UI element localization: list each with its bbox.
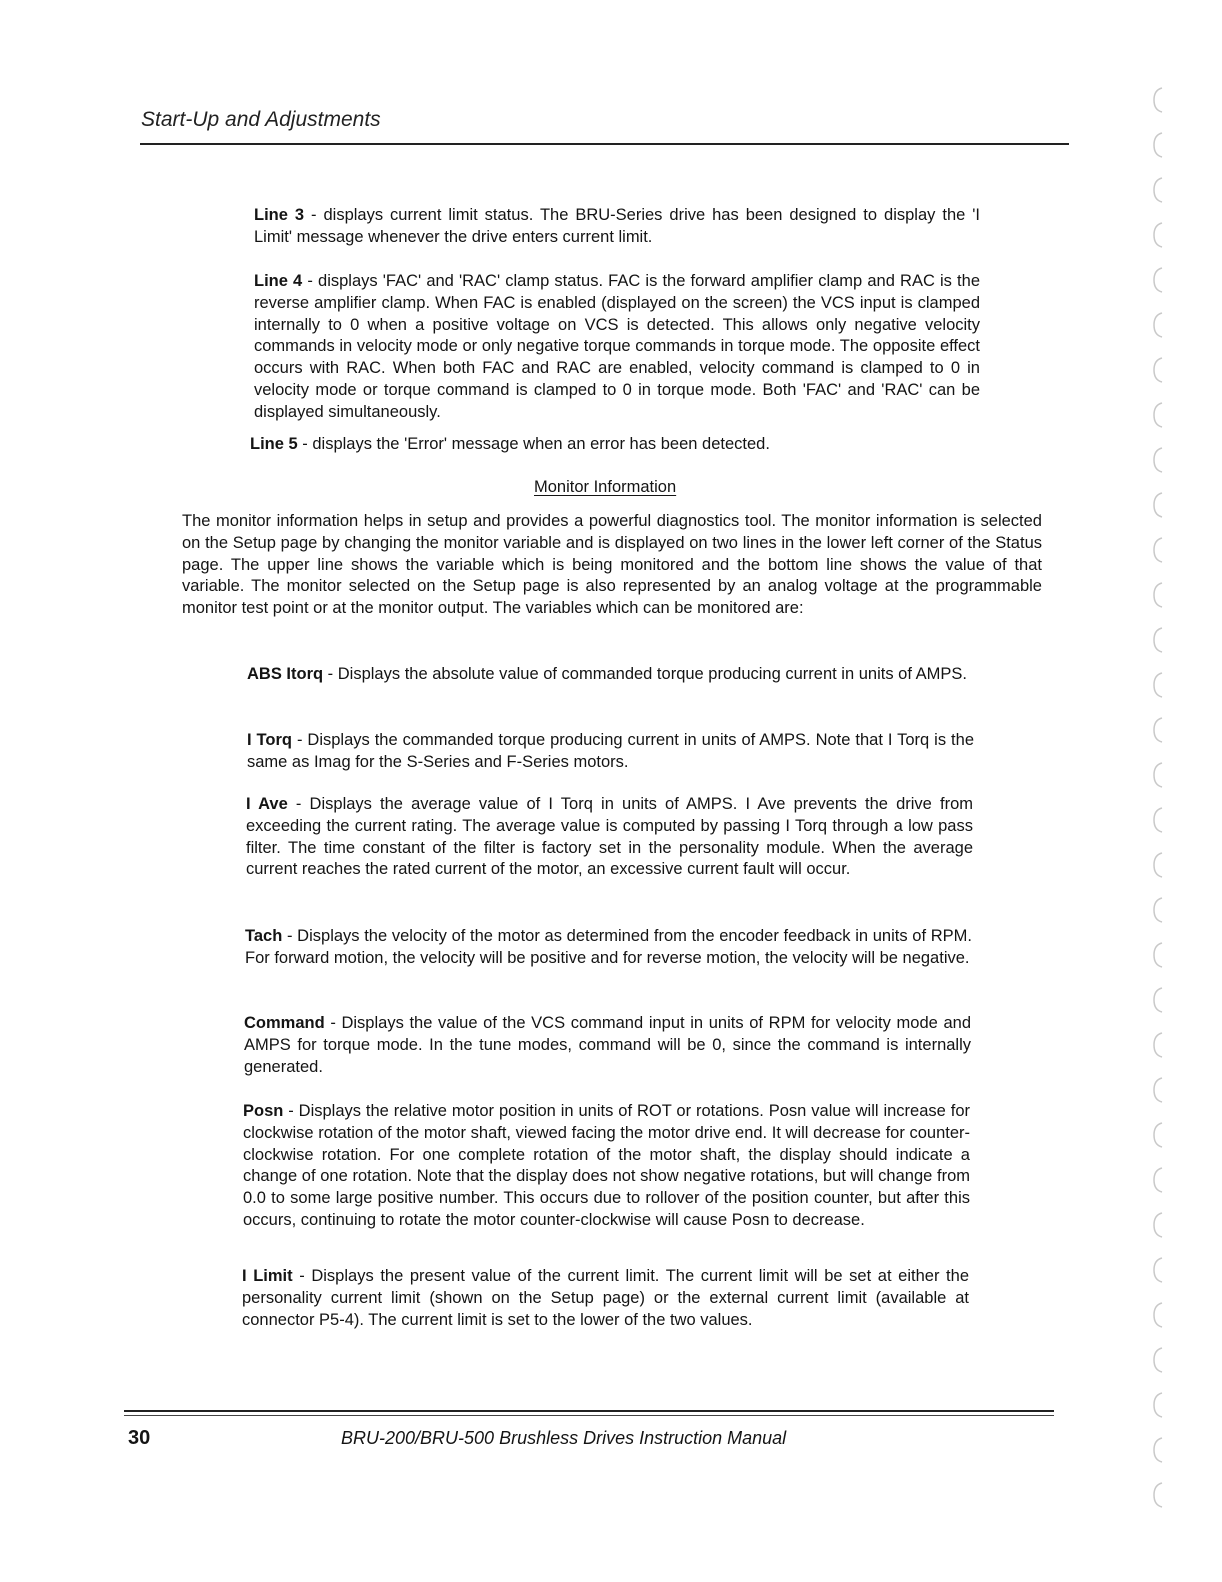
- line-3-paragraph: [254, 205, 980, 249]
- line-3-text: - displays current limit status. The BRU-Series drive has been designed to display the 'I Limit' message whenever the drive enters current limit.: [254, 206, 980, 246]
- binding-hole-mark: [1154, 1483, 1162, 1507]
- header-rule: [140, 143, 1069, 145]
- binding-hole-mark: [1154, 673, 1162, 697]
- monitor-item-label: ABS Itorq: [247, 665, 324, 683]
- binding-hole-mark: [1154, 628, 1162, 652]
- binding-hole-mark: [1154, 88, 1162, 112]
- monitor-item-posn: [243, 1101, 970, 1232]
- binding-hole-mark: [1154, 448, 1162, 472]
- binding-hole-mark: [1154, 1168, 1162, 1192]
- monitor-item-text: - Displays the commanded torque producing current in units of AMPS. Note that I Torq is the same as Imag for the S-Series and F-Series motors.: [247, 731, 974, 771]
- binding-hole-mark: [1154, 583, 1162, 607]
- binding-hole-mark: [1154, 178, 1162, 202]
- binding-hole-mark: [1154, 808, 1162, 832]
- footer-manual-title: BRU-200/BRU-500 Brushless Drives Instruction Manual: [341, 1428, 787, 1448]
- page-number: 30: [128, 1427, 151, 1449]
- binding-hole-mark: [1154, 1123, 1162, 1147]
- binding-hole-mark: [1154, 133, 1162, 157]
- binding-holes: [1140, 80, 1180, 1560]
- monitor-item-label: Posn: [243, 1102, 284, 1120]
- monitor-item-text: - Displays the relative motor position in units of ROT or rotations. Posn value will increase for clockwise rotation of the motor shaft, viewed facing the motor drive end. It will decrease for counter-clockwise rotation. For one complete rotation of the motor shaft, the display should indicate a change of one rotation. Note that the display does not show negative rotations, but will change from 0.0 to some large positive number. This occurs due to rollover of the position counter, but after this occurs, continuing to rotate the motor counter-clockwise will cause Posn to decrease.: [243, 1102, 970, 1229]
- line-3-label: Line 3: [254, 206, 305, 224]
- monitor-item-label: I Torq: [247, 731, 292, 749]
- monitor-item-i-torq: [247, 730, 974, 774]
- binding-hole-mark: [1154, 853, 1162, 877]
- monitor-item-abs-itorq: [247, 664, 974, 686]
- monitor-item-i-ave: [246, 794, 973, 881]
- binding-hole-mark: [1154, 1213, 1162, 1237]
- monitor-item-tach: [245, 926, 972, 970]
- line-5-text: - displays the 'Error' message when an error has been detected.: [297, 435, 770, 453]
- line-4-paragraph: [254, 271, 980, 424]
- binding-hole-mark: [1154, 493, 1162, 517]
- binding-hole-mark: [1154, 718, 1162, 742]
- binding-hole-mark: [1154, 1078, 1162, 1102]
- binding-hole-mark: [1154, 268, 1162, 292]
- monitor-item-command: [244, 1013, 971, 1078]
- line-5-paragraph: [250, 434, 980, 456]
- line-4-label: Line 4: [254, 272, 303, 290]
- footer-rule: [124, 1410, 1054, 1412]
- monitor-item-text: - Displays the velocity of the motor as determined from the encoder feedback in units of RPM. For forward motion, the velocity will be positive and for reverse motion, the velocity will be negative.: [245, 927, 972, 967]
- binding-hole-mark: [1154, 763, 1162, 787]
- line-5-label: Line 5: [250, 435, 298, 453]
- footer-rule-thin: [124, 1415, 1054, 1416]
- monitor-item-text: - Displays the value of the VCS command input in units of RPM for velocity mode and AMPS for torque mode. In the tune modes, command will be 0, since the command is internally generated.: [244, 1014, 971, 1076]
- binding-hole-mark: [1154, 358, 1162, 382]
- binding-hole-mark: [1154, 1393, 1162, 1417]
- line-4-text: - displays 'FAC' and 'RAC' clamp status. FAC is the forward amplifier clamp and RAC is the reverse amplifier clamp. When FAC is enabled (displayed on the screen) the VCS input is clamped internally to 0 when a positive voltage on VCS is detected. This allows only negative velocity commands in velocity mode or only negative torque commands in torque mode. The opposite effect occurs with RAC. When both FAC and RAC are enabled, velocity command is clamped to 0 in velocity mode or torque command is clamped to 0 in torque mode. Both 'FAC' and 'RAC' can be displayed simultaneously.: [254, 272, 980, 421]
- binding-hole-mark: [1154, 313, 1162, 337]
- binding-hole-mark: [1154, 223, 1162, 247]
- binding-hole-mark: [1154, 1258, 1162, 1282]
- monitor-item-text: - Displays the present value of the current limit. The current limit will be set at either the personality current limit (shown on the Setup page) or the external current limit (available at connector P5-4). The current limit is set to the lower of the two values.: [242, 1267, 969, 1329]
- binding-hole-mark: [1154, 1438, 1162, 1462]
- binding-hole-mark: [1154, 988, 1162, 1012]
- monitor-intro-paragraph: The monitor information helps in setup and provides a powerful diagnostics tool. The monitor information is selected on the Setup page by changing the monitor variable and is displayed on two lines in the lower left corner of the Status page. The upper line shows the variable which is being monitored and the bottom line shows the value of that variable. The monitor selected on the Setup page is also represented by an analog voltage at the programmable monitor test point or at the monitor output. The variables which can be monitored are:: [182, 512, 1042, 618]
- monitor-item-label: I Limit: [242, 1267, 293, 1285]
- monitor-item-text: - Displays the average value of I Torq in units of AMPS. I Ave prevents the drive from exceeding the current rating. The average value is computed by passing I Torq through a low pass filter. The time constant of the filter is factory set in the personality module. When the average current reaches the rated current of the motor, an excessive current fault will occur.: [246, 795, 974, 879]
- binding-hole-mark: [1154, 1033, 1162, 1057]
- binding-hole-mark: [1154, 1303, 1162, 1327]
- page-header-title: Start-Up and Adjustments: [141, 108, 381, 131]
- monitor-item-text: - Displays the absolute value of commanded torque producing current in units of AMPS.: [323, 665, 967, 683]
- binding-hole-mark: [1154, 943, 1162, 967]
- monitor-item-label: Tach: [245, 927, 283, 945]
- monitor-item-label: I Ave: [246, 795, 288, 813]
- binding-hole-mark: [1154, 1348, 1162, 1372]
- binding-hole-mark: [1154, 898, 1162, 922]
- monitor-information-heading: Monitor Information: [534, 478, 677, 496]
- monitor-item-label: Command: [244, 1014, 325, 1032]
- binding-hole-mark: [1154, 538, 1162, 562]
- binding-hole-mark: [1154, 403, 1162, 427]
- monitor-item-i-limit: [242, 1266, 969, 1331]
